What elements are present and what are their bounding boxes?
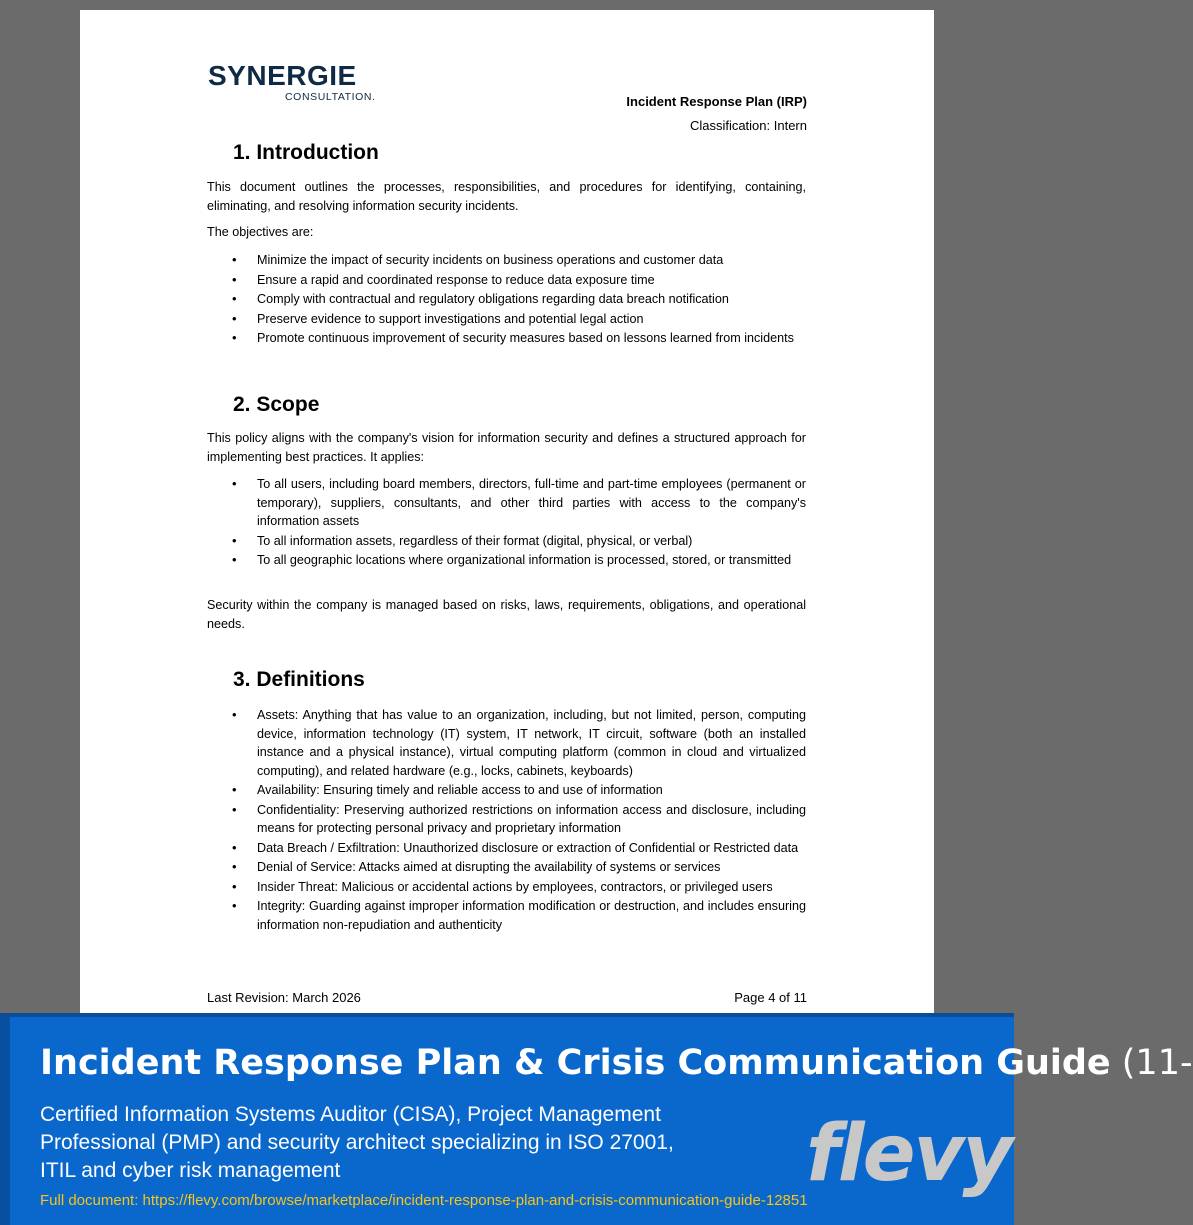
flevy-logo: flevy — [806, 1109, 1012, 1199]
list-item: • Denial of Service: Attacks aimed at disrupting the availability of systems or services — [207, 858, 806, 877]
section-heading-definitions: 3. Definitions — [233, 668, 365, 691]
logo-subtitle: CONSULTATION. — [285, 91, 376, 103]
document-title: Incident Response Plan (IRP) — [626, 94, 807, 109]
full-document-link[interactable]: Full document: https://flevy.com/browse/marketplace/incident-response-plan-and-crisis-communication-guide-12851 — [40, 1192, 808, 1209]
page-number: Page 4 of 11 — [734, 990, 807, 1005]
scope-list — [207, 475, 806, 571]
classification-label: Classification: Intern — [689, 118, 807, 133]
last-revision: Last Revision: March 2026 — [207, 990, 361, 1005]
list-item: • Data Breach / Exfiltration: Unauthorized disclosure or extraction of Confidential or Restricted data — [207, 839, 806, 858]
list-item: • Minimize the impact of security incidents on business operations and customer data — [207, 251, 806, 270]
list-item: • Promote continuous improvement of security measures based on lessons learned from incidents — [207, 329, 806, 348]
list-item: • Assets: Anything that has value to an organization, including, but not limited, person, computing device, information technology (IT) system, IT network, IT circuit, software (both an installed instance and a physical instance), virtual computing platform (common in cloud and virtualized computing), and related hardware (e.g., locks, cabinets, keyboards) — [207, 706, 806, 780]
banner-author-description: Certified Information Systems Auditor (CISA), Project Management Professional (PMP) and security architect specializing in ISO 27001, ITIL and cyber risk management — [40, 1103, 674, 1182]
list-item: • To all users, including board members, directors, full-time and part-time employees (permanent or temporary), suppliers, consultants, and other third parties with access to the company's information assets — [207, 475, 806, 531]
document-page — [80, 10, 934, 1013]
intro-paragraph: This document outlines the processes, responsibilities, and procedures for identifying, containing, eliminating, and resolving information security incidents. — [207, 180, 806, 213]
banner-title — [40, 1043, 1193, 1083]
promo-banner — [0, 1013, 1193, 1225]
objectives-list — [207, 251, 806, 349]
logo-wordmark: SYNERGIE — [208, 60, 357, 91]
section-heading-scope: 2. Scope — [233, 393, 320, 416]
banner-edge — [0, 1017, 10, 1225]
banner-title-suffix: (11- — [1110, 1043, 1193, 1083]
scope-paragraph: This policy aligns with the company's vision for information security and defines a structured approach for implementing best practices. It applies: — [207, 431, 806, 464]
company-logo — [208, 62, 376, 103]
list-item: • To all information assets, regardless of their format (digital, physical, or verbal) — [207, 532, 806, 551]
list-item: • Confidentiality: Preserving authorized restrictions on information access and disclosure, including means for protecting personal privacy and proprietary information — [207, 801, 806, 838]
section-heading-introduction: 1. Introduction — [233, 141, 379, 164]
list-item: • Integrity: Guarding against improper information modification or destruction, and includes ensuring information non-repudiation and authenticity — [207, 897, 806, 934]
banner-title-main: Incident Response Plan & Crisis Communication Guide — [40, 1043, 1111, 1083]
scope-closing-paragraph: Security within the company is managed based on risks, laws, requirements, obligations, and operational needs. — [207, 598, 806, 631]
list-item: • Preserve evidence to support investigations and potential legal action — [207, 310, 806, 329]
list-item: • To all geographic locations where organizational information is processed, stored, or transmitted — [207, 551, 806, 570]
list-item: • Availability: Ensuring timely and reliable access to and use of information — [207, 781, 806, 800]
list-item: • Comply with contractual and regulatory obligations regarding data breach notification — [207, 290, 806, 309]
list-item: • Insider Threat: Malicious or accidental actions by employees, contractors, or privileged users — [207, 878, 806, 897]
list-item: • Ensure a rapid and coordinated response to reduce data exposure time — [207, 271, 806, 290]
objectives-label: The objectives are: — [207, 225, 314, 239]
definitions-list — [207, 706, 806, 935]
